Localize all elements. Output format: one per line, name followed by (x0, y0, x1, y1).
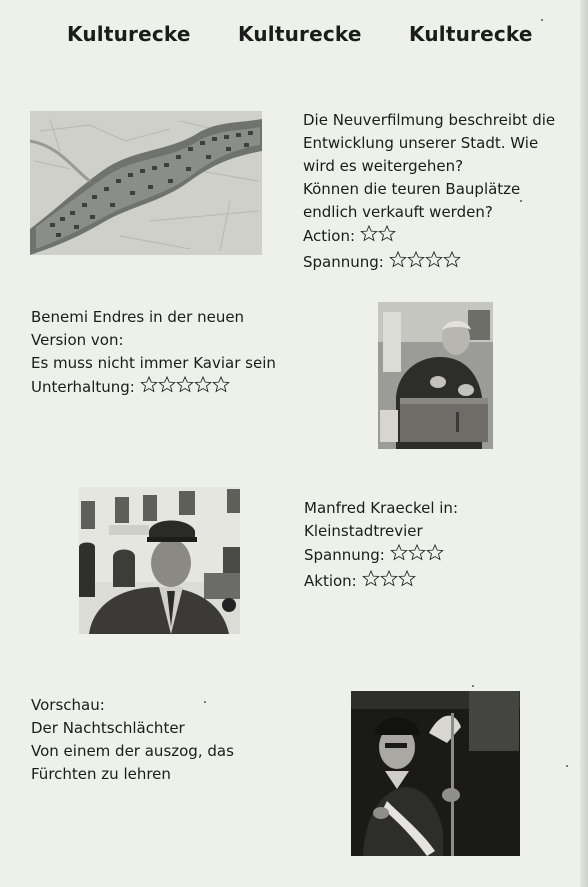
star-icon (442, 250, 462, 269)
star-icon (211, 375, 231, 394)
star-icon (361, 569, 381, 588)
section-3-text (304, 497, 458, 595)
rating-label: Action: (303, 227, 356, 245)
section-1-line-5: endlich verkauft werden? (303, 203, 493, 221)
star-icon (193, 375, 213, 394)
rating-label: Spannung: (304, 546, 385, 564)
rating-label: Unterhaltung: (31, 378, 135, 396)
star-icon (175, 375, 195, 394)
star-icon (407, 543, 427, 562)
map-photo (30, 111, 262, 255)
star-rating (361, 569, 415, 595)
star-icon (389, 543, 409, 562)
rating-unterhaltung (31, 375, 276, 401)
rating-spannung (304, 543, 458, 569)
star-rating (388, 250, 460, 276)
star-icon (157, 375, 177, 394)
scan-speck (566, 765, 568, 767)
star-icon (377, 224, 397, 243)
scan-speck (541, 19, 543, 21)
section-3-line-1: Manfred Kraeckel in: (304, 499, 458, 517)
section-1-line-3: wird es weitergehen? (303, 157, 464, 175)
rating-action (303, 224, 555, 250)
star-rating (389, 543, 443, 569)
header-title-1: Kulturecke (67, 22, 191, 46)
rating-label: Spannung: (303, 253, 384, 271)
section-4-text (31, 694, 234, 786)
star-icon (379, 569, 399, 588)
section-1-line-4: Können die teuren Bauplätze (303, 180, 521, 198)
star-icon (388, 250, 408, 269)
star-icon (397, 569, 417, 588)
star-icon (424, 250, 444, 269)
section-1-text (303, 109, 555, 276)
section-2-line-1: Benemi Endres in der neuen (31, 308, 245, 326)
star-rating (359, 224, 395, 250)
scan-speck (472, 685, 474, 687)
section-4-line-4: Fürchten zu lehren (31, 765, 171, 783)
header-title-3: Kulturecke (409, 22, 533, 46)
officer-photo (79, 487, 240, 634)
section-2-line-3: Es muss nicht immer Kaviar sein (31, 354, 276, 372)
star-icon (406, 250, 426, 269)
night-watchman-photo (351, 691, 520, 856)
star-icon (425, 543, 445, 562)
star-icon (139, 375, 159, 394)
cook-photo (378, 302, 493, 449)
star-rating (139, 375, 229, 401)
scan-speck (204, 701, 206, 703)
section-2-line-2: Version von: (31, 331, 124, 349)
section-1-line-2: Entwicklung unserer Stadt. Wie (303, 134, 539, 152)
rating-aktion (304, 569, 458, 595)
rating-spannung (303, 250, 555, 276)
star-icon (359, 224, 379, 243)
section-2-text (31, 306, 276, 401)
rating-label: Aktion: (304, 572, 357, 590)
section-4-line-3: Von einem der auszog, das (31, 742, 234, 760)
section-4-line-2: Der Nachtschlächter (31, 719, 185, 737)
header-title-2: Kulturecke (238, 22, 362, 46)
scan-speck (520, 200, 522, 202)
page-edge (580, 0, 588, 887)
section-1-line-1: Die Neuverfilmung beschreibt die (303, 111, 556, 129)
section-3-line-2: Kleinstadtrevier (304, 522, 423, 540)
section-4-line-1: Vorschau: (31, 696, 105, 714)
